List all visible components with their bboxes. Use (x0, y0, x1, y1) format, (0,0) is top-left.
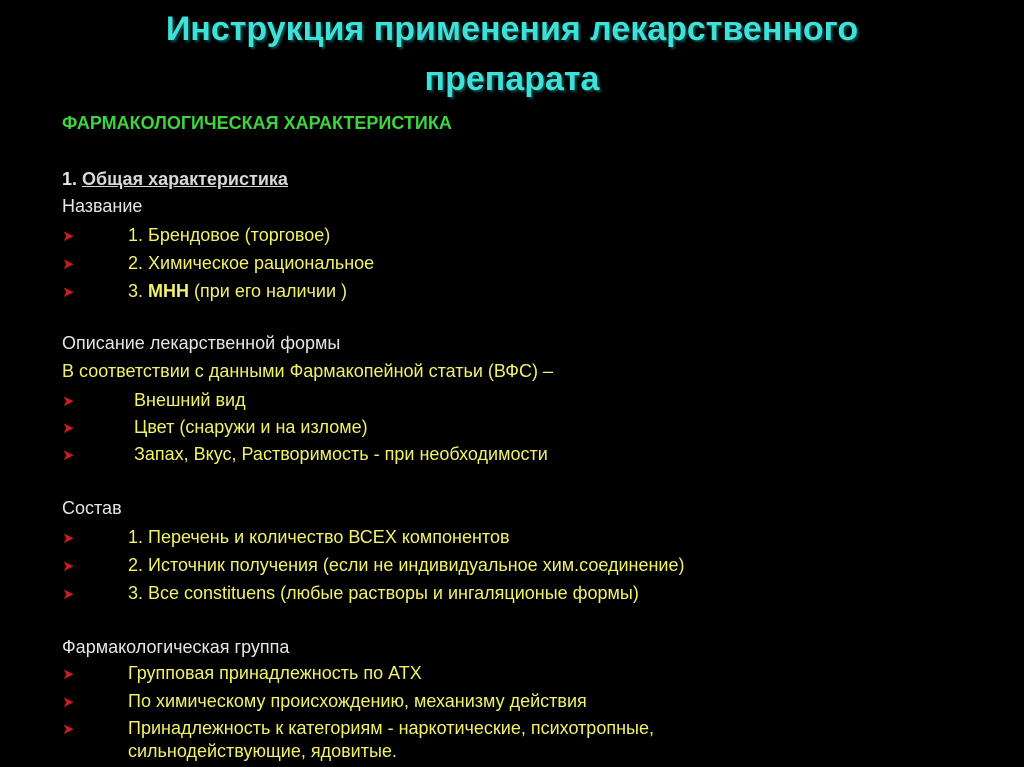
section1-name-label: Название (62, 196, 143, 216)
arrow-bullet-icon: ➤ (62, 721, 75, 738)
arrow-bullet-icon: ➤ (62, 447, 75, 464)
list-item-line: сильнодействующие, ядовитые. (128, 741, 397, 761)
mnh-bold: МНН (148, 281, 190, 301)
page-title-line: Инструкция применения лекарственного (165, 10, 859, 48)
list-item-text: 2. Химическое рациональное (128, 253, 375, 273)
arrow-bullet-icon: ➤ (62, 256, 75, 273)
list-item-text (128, 280, 347, 303)
mnh-suffix: (при его наличии ) (189, 281, 348, 301)
arrow-bullet-icon: ➤ (62, 228, 75, 245)
list-item (62, 224, 962, 247)
list-item (62, 582, 962, 605)
list-item (62, 717, 962, 763)
list-item-text: Запах, Вкус, Растворимость - при необходимости (134, 444, 548, 464)
list-item (62, 690, 962, 713)
section1-heading (62, 169, 288, 190)
arrow-bullet-icon: ➤ (62, 420, 75, 437)
list-item-text: Внешний вид (134, 390, 246, 410)
list-item-line: Принадлежность к категориям - наркотические, психотропные, (128, 718, 654, 738)
list-item (62, 416, 962, 439)
section4-heading: Фармакологическая группа (62, 637, 290, 657)
section2-line: В соответствии с данными Фармакопейной статьи (ВФС) – (62, 361, 554, 381)
section2-heading: Описание лекарственной формы (62, 333, 341, 353)
arrow-bullet-icon: ➤ (62, 393, 75, 410)
list-item (62, 443, 962, 466)
page-title (0, 4, 1024, 104)
list-item-text: 2. Источник получения (если не индивидуальное хим.соединение) (128, 555, 685, 575)
arrow-bullet-icon: ➤ (62, 284, 75, 301)
list-item-text: Групповая принадлежность по АТХ (128, 663, 422, 683)
mnh-prefix: 3. (128, 281, 149, 301)
list-item (62, 389, 962, 412)
subtitle: ФАРМАКОЛОГИЧЕСКАЯ ХАРАКТЕРИСТИКА (62, 113, 452, 133)
list-item (62, 280, 962, 303)
arrow-bullet-icon: ➤ (62, 558, 75, 575)
section1-title: Общая характеристика (82, 169, 288, 189)
list-item (62, 662, 962, 685)
arrow-bullet-icon: ➤ (62, 530, 75, 547)
list-item-text (128, 717, 654, 763)
list-item-text: 1. Перечень и количество ВСЕХ компонентов (128, 527, 510, 547)
list-item (62, 554, 962, 577)
list-item-text: Цвет (снаружи и на изломе) (134, 417, 368, 437)
section3-heading: Состав (62, 498, 122, 518)
arrow-bullet-icon: ➤ (62, 666, 75, 683)
section1-number: 1. (62, 169, 78, 189)
list-item-text: По химическому происхождению, механизму действия (128, 691, 587, 711)
list-item-text: 1. Брендовое (торговое) (128, 225, 331, 245)
list-item (62, 252, 962, 275)
arrow-bullet-icon: ➤ (62, 586, 75, 603)
list-item (62, 526, 962, 549)
arrow-bullet-icon: ➤ (62, 694, 75, 711)
list-item-text: 3. Все constituens (любые растворы и ингаляционые формы) (128, 583, 639, 603)
page-title-line: препарата (424, 60, 600, 98)
